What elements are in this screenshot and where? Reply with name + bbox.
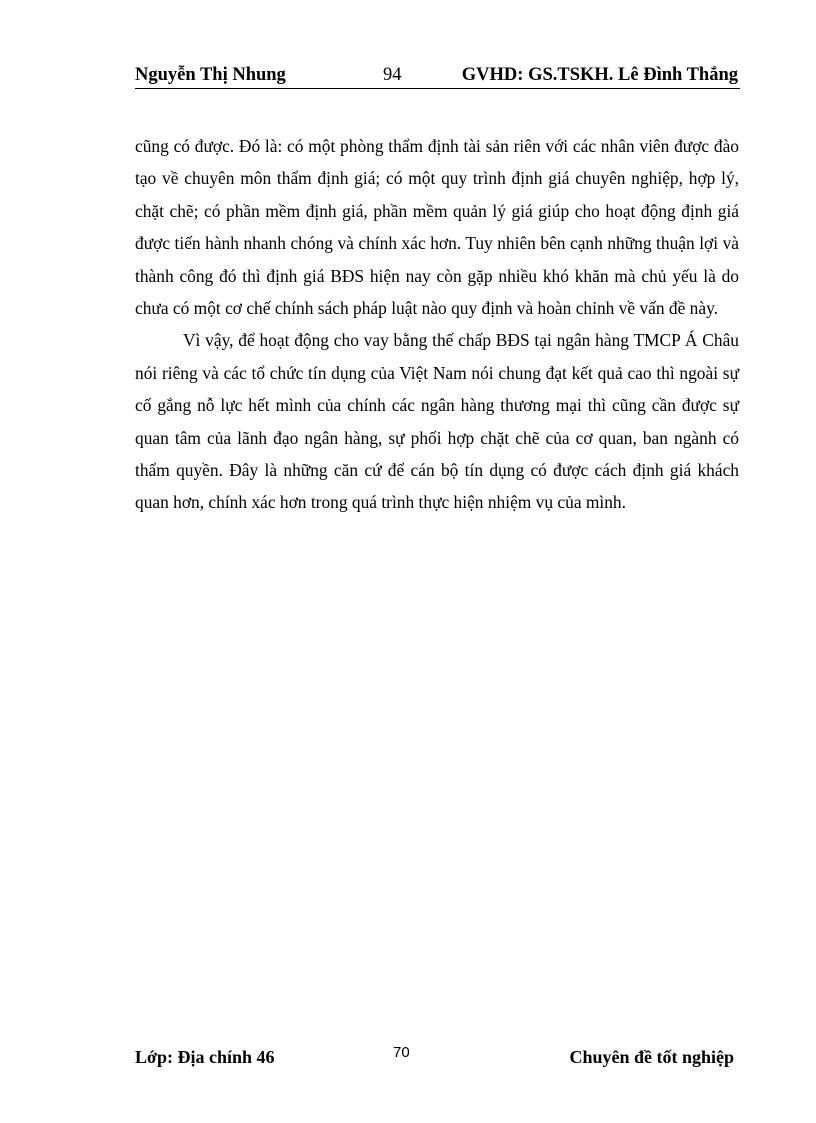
footer-page-number: 70 bbox=[393, 1044, 410, 1061]
header-page-ref: 94 bbox=[383, 65, 402, 85]
header-advisor: GVHD: GS.TSKH. Lê Đình Thắng bbox=[461, 65, 738, 85]
document-body bbox=[135, 130, 739, 519]
footer-doc-type: Chuyên đề tốt nghiệp bbox=[569, 1047, 734, 1067]
footer-class-label: Lớp: Địa chính 46 bbox=[135, 1047, 275, 1067]
paragraph: Vì vậy, để hoạt động cho vay bằng thế chấp BĐS tại ngân hàng TMCP Á Châu nói riêng và các tổ chức tín dụng của Việt Nam nói chung đạt kết quả cao thì ngoài sự cố gắng nỗ lực hết mình của chính các ngân hàng thương mại thì cũng cần được sự quan tâm của lãnh đạo ngân hàng, sự phối hợp chặt chẽ của cơ quan, ban ngành có thẩm quyền. Đây là những căn cứ để cán bộ tín dụng có được cách định giá khách quan hơn, chính xác hơn trong quá trình thực hiện nhiệm vụ của mình. bbox=[135, 330, 739, 513]
paragraph: cũng có được. Đó là: có một phòng thẩm định tài sản riên với các nhân viên được đào tạo về chuyên môn thẩm định giá; có một quy trình định giá chuyên nghiệp, hợp lý, chặt chẽ; có phần mềm định giá, phần mềm quản lý giá giúp cho hoạt động định giá được tiến hành nhanh chóng và chính xác hơn. Tuy nhiên bên cạnh những thuận lợi và thành công đó thì định giá BĐS hiện nay còn gặp nhiều khó khăn mà chủ yếu là do chưa có một cơ chế chính sách pháp luật nào quy định và hoàn chỉnh về vấn đề này. bbox=[135, 136, 739, 319]
page-header bbox=[135, 64, 740, 89]
header-author: Nguyễn Thị Nhung bbox=[135, 65, 286, 85]
page-footer bbox=[135, 1044, 740, 1072]
